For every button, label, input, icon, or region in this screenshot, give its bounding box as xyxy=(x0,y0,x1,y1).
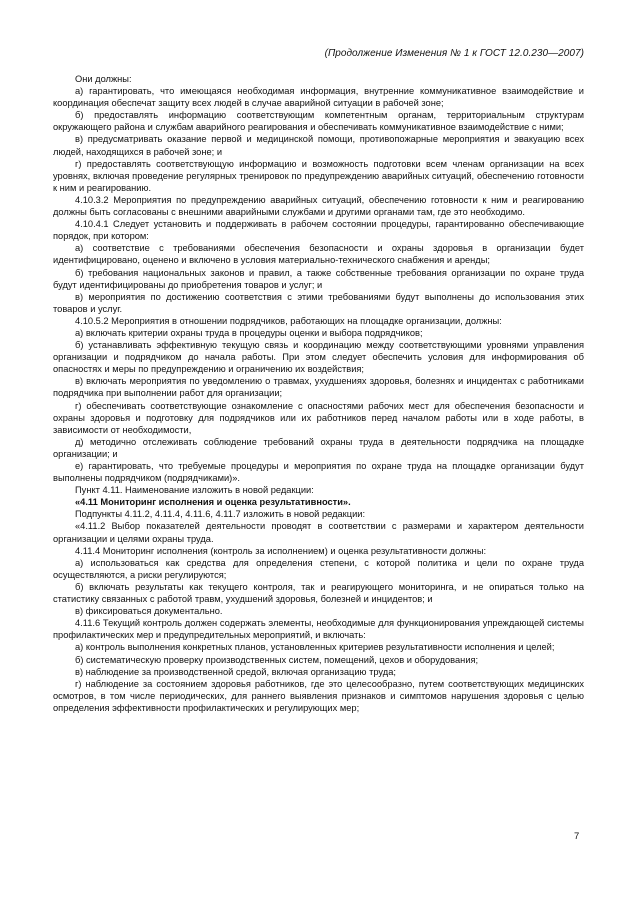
paragraph: г) предоставлять соответствующую информацию и возможность подготовки всем членам организации на всех уровнях, включая проведение регулярных тренировок по предупреждению аварийных ситуаций, обеспечению готовности к ним и реагированию. xyxy=(53,158,584,193)
paragraph: «4.11.2 Выбор показателей деятельности проводят в соответствии с размерами и характером деятельности организации и целями охраны труда. xyxy=(53,521,584,544)
paragraph: а) соответствие с требованиями обеспечения безопасности и охраны здоровья в организации будет идентифицировано, оценено и включено в условия материально-технического снабжения и аренды; xyxy=(53,243,584,266)
paragraph: в) фиксироваться документально. xyxy=(75,606,223,617)
paragraph: а) контроль выполнения конкретных планов, установленных критериев результативности исполнения и целей; xyxy=(75,642,555,653)
paragraph: в) включать мероприятия по уведомлению о травмах, ухудшениях здоровья, болезнях и инцидентах с работниками подрядчика при выполнении работ для организации; xyxy=(53,376,584,399)
paragraph: Они должны: xyxy=(75,74,132,84)
paragraph: а) использоваться как средства для определения степени, с которой политика и цели по охране труда осуществляются, а риски регулируются; xyxy=(53,557,584,580)
paragraph: б) устанавливать эффективную текущую связь и координацию между соответствующими уровнями управления организации и подрядчиком до начала работы. При этом следует обеспечить условия для информирования об опасностях и меры по предупреждению и ограничению их воздействия; xyxy=(53,340,584,375)
paragraph: 4.10.4.1 Следует установить и поддерживать в рабочем состоянии процедуры, гарантированно обеспечивающие порядок, при котором: xyxy=(53,219,584,242)
paragraph: в) наблюдение за производственной средой, включая организацию труда; xyxy=(75,666,396,677)
paragraph: б) предоставлять информацию соответствующим компетентным органам, территориальным структурам окружающего района и службам аварийного реагирования и обеспечивать коммуникативное взаимодействие с ними; xyxy=(53,110,584,133)
paragraph: б) включать результаты как текущего контроля, так и реагирующего мониторинга, и не опираться только на статистику связанных с работой травм, ухудшений здоровья, болезней и инцидентов; и xyxy=(53,581,584,605)
paragraph: 4.11.4 Мониторинг исполнения (контроль за исполнением) и оценка результативности должны: xyxy=(75,545,487,556)
section-heading: «4.11 Мониторинг исполнения и оценка результативности». xyxy=(75,497,351,508)
paragraph: Пункт 4.11. Наименование изложить в новой редакции: xyxy=(75,485,314,496)
paragraph: б) требования национальных законов и правил, а также собственные требования организации по охране труда будут идентифицированы до приобретения товаров и услуг; и xyxy=(53,267,584,290)
paragraph: е) гарантировать, что требуемые процедуры и мероприятия по охране труда на площадке организации будут выполнены подрядчиком (подрядчиками)». xyxy=(53,461,584,484)
document-body xyxy=(53,73,584,714)
paragraph: в) мероприятия по достижению соответствия с этими требованиями будут выполнены до использования этих товаров и услуг. xyxy=(53,291,584,314)
paragraph: 4.10.5.2 Мероприятия в отношении подрядчиков, работающих на площадке организации, должны: xyxy=(75,315,502,326)
paragraph: б) систематическую проверку производственных систем, помещений, цехов и оборудования; xyxy=(75,654,479,665)
paragraph: г) наблюдение за состоянием здоровья работников, где это целесообразно, путем соответствующих медицинских осмотров, в том числе периодических, для раннего выявления признаков и симптомов нарушения здоровья с целью определения эффективности профилактических и регулирующих мер; xyxy=(53,678,584,713)
paragraph: в) предусматривать оказание первой и медицинской помощи, противопожарные мероприятия и эвакуацию всех людей, находящихся в рабочей зоне; и xyxy=(53,134,584,157)
paragraph: а) включать критерии охраны труда в процедуры оценки и выбора подрядчиков; xyxy=(75,327,423,338)
page-header-continuation: (Продолжение Изменения № 1 к ГОСТ 12.0.230—2007) xyxy=(324,48,584,59)
page-number: 7 xyxy=(574,831,580,842)
paragraph: а) гарантировать, что имеющаяся необходимая информация, внутренние коммуникативное взаимодействие и координация обеспечат защиту всех людей в случае аварийной ситуации в рабочей зоне; xyxy=(53,86,584,109)
paragraph: г) обеспечивать соответствующие ознакомление с опасностями рабочих мест для обеспечения безопасности и охраны здоровья и подготовку для подрядчиков или их работников перед началом работы или в ходе работы, в зависимости от необходимости, xyxy=(53,400,584,435)
paragraph: д) методично отслеживать соблюдение требований охраны труда в деятельности подрядчика на площадке организации; и xyxy=(53,436,584,459)
paragraph: 4.10.3.2 Мероприятия по предупреждению аварийных ситуаций, обеспечению готовности к ним и реагированию должны быть согласованы с внешними аварийными службами и другими органами там, где это необходимо. xyxy=(53,194,584,218)
paragraph: 4.11.6 Текущий контроль должен содержать элементы, необходимые для функционирования упреждающей системы профилактических мер и предупредительных мероприятий, и включать: xyxy=(53,618,584,641)
paragraph: Подпункты 4.11.2, 4.11.4, 4.11.6, 4.11.7 изложить в новой редакции: xyxy=(75,509,366,520)
